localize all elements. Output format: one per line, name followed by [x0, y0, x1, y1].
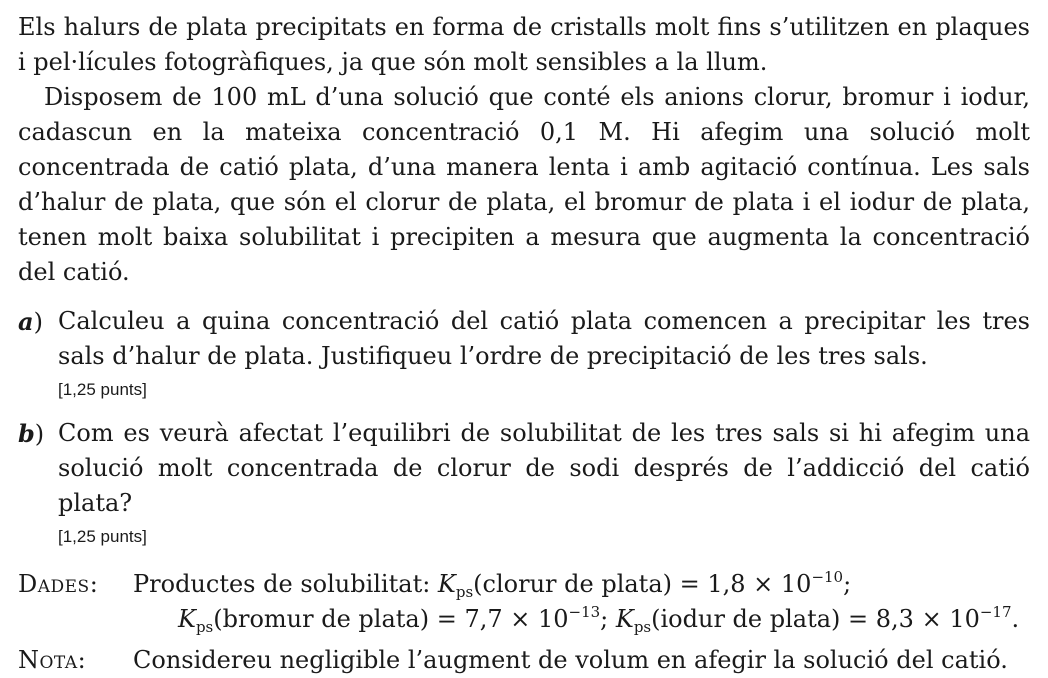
question-b-label: b) [18, 419, 45, 448]
question-b-points: [1,25 punts] [58, 527, 147, 546]
dades-key: Dades: [18, 570, 99, 598]
dades-row-2: $K_{ps}(bromur$ de plata) = $7,7 \times 10^{-13}$; $K_{ps}(iodur$ de plata) = $8,3 \times 10^{-17}$. [178, 603, 1020, 636]
question-b [18, 416, 1030, 549]
dades-intro: Productes de solubilitat: [133, 570, 438, 598]
exam-document [18, 10, 1030, 678]
intro-paragraph-2: Disposem de 100 mL d’una solució que conté els anions clorur, bromur i iodur, cadascun en la mateixa concentració 0,1 M. Hi afegim una solució molt concentrada de catió plata, d’una manera lenta i amb agitació contínua. Les sals d’halur de plata, que són el clorur de plata, el bromur de plata i el iodur de plata, tenen molt baixa solubilitat i precipiten a mesura que augmenta la concentració del catió. [18, 83, 1030, 286]
question-a-points: [1,25 punts] [58, 380, 147, 399]
nota-row [18, 643, 1030, 678]
dades-section [18, 567, 1030, 678]
question-a [18, 304, 1030, 402]
question-b-text: Com es veurà afectat l’equilibri de solubilitat de les tres sals si hi afegim una solució molt concentrada de clorur de sodi després de l’addicció del catió plata? [58, 419, 1030, 517]
dades-row-1: Dades: Productes de solubilitat: $K_{ps}(clorur$ de plata) = $1,8 \times 10^{-10}$; [18, 568, 852, 601]
question-a-text: Calculeu a quina concentració del catió plata comencen a precipitar les tres sals d’halur de plata. Justifiqueu l’ordre de precipitació de les tres sals. [58, 307, 1030, 370]
intro-paragraph-1: Els halurs de plata precipitats en forma de cristalls molt fins s’utilitzen en plaques i pel·lícules fotogràfiques, ja que són molt sensibles a la llum. [18, 13, 1030, 76]
nota-text: Considereu negligible l’augment de volum en afegir la solució del catió. [133, 646, 1008, 674]
nota-key: Nota: [18, 646, 87, 674]
question-a-label: a) [18, 307, 43, 336]
